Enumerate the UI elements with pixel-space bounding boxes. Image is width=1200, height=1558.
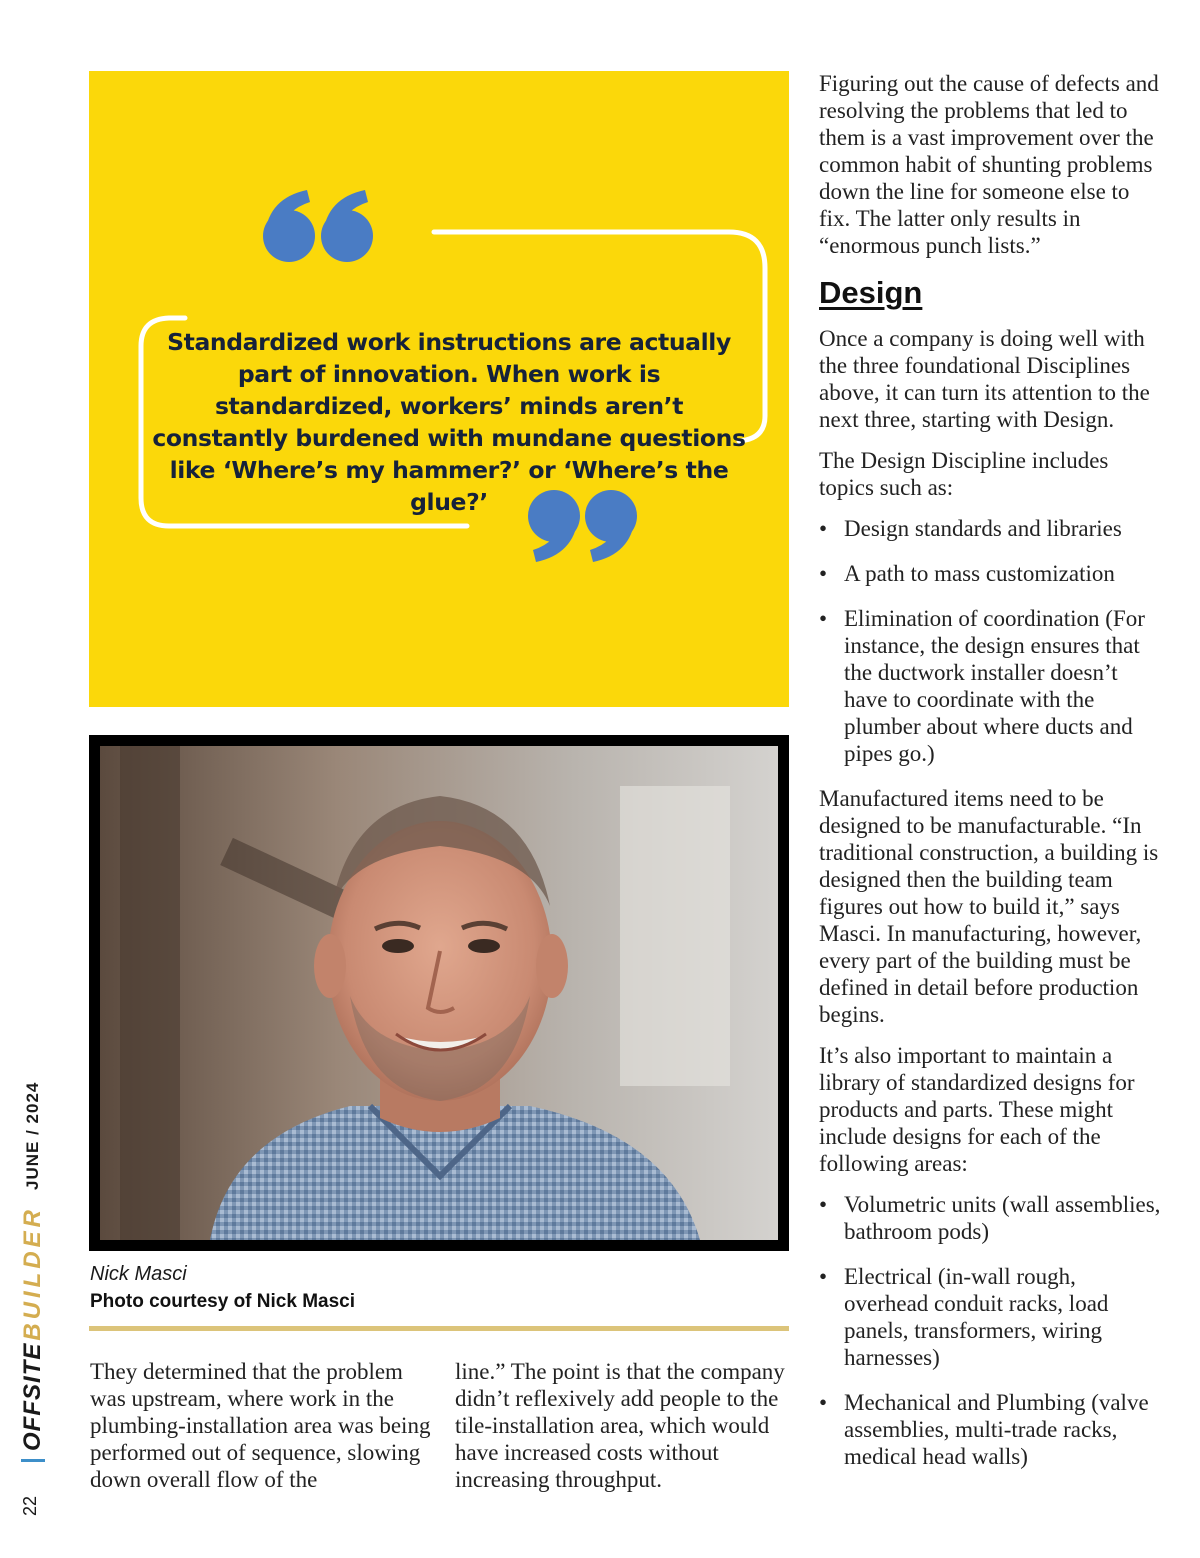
list-item: • A path to mass customization bbox=[819, 561, 1115, 586]
bullet-icon: • bbox=[819, 1390, 828, 1415]
issue-date: JUNE / 2024 bbox=[23, 1081, 42, 1190]
design-topics-list bbox=[819, 515, 1164, 767]
body-text-left-column: They determined that the problem was upstream, where work in the plumbing-installation area was being performed out of sequence, slowing down overall flow of the bbox=[90, 1359, 431, 1492]
brand-logo-builder: BUILDER bbox=[19, 1205, 46, 1341]
paragraph-design-4: It’s also important to maintain a library of standardized designs for products and parts. These might include designs for each of the following areas: bbox=[819, 1043, 1135, 1176]
pull-quote-box bbox=[89, 71, 789, 707]
portrait-image bbox=[100, 746, 778, 1240]
paragraph-intro: Figuring out the cause of defects and resolving the problems that led to them is a vast improvement over the common habit of shunting problems down the line for someone else to fix. The latter only results in “enormous punch lists.” bbox=[819, 71, 1159, 258]
body-text-right-column bbox=[819, 70, 1164, 1488]
divider bbox=[89, 1326, 789, 1331]
brand-logo-offsite: OFFSITE bbox=[19, 1342, 46, 1451]
paragraph-design-2: The Design Discipline includes topics such as: bbox=[819, 448, 1109, 500]
photo-caption-name: Nick Masci bbox=[90, 1263, 187, 1285]
bullet-icon: • bbox=[819, 516, 828, 541]
photo-caption-credit: Photo courtesy of Nick Masci bbox=[90, 1291, 356, 1312]
body-text-middle-column: line.” The point is that the company didn’t reflexively add people to the tile-installation area, which would have increased costs without increasing throughput. bbox=[455, 1359, 785, 1492]
design-areas-list bbox=[819, 1191, 1164, 1470]
section-heading-design: Design bbox=[819, 275, 923, 310]
magazine-sidebar bbox=[16, 1082, 50, 1462]
list-item: • Electrical (in-wall rough, overhead conduit racks, load panels, transformers, wiring harnesses) bbox=[819, 1264, 1109, 1370]
portrait-photo bbox=[89, 735, 789, 1251]
pull-quote-text: Standardized work instructions are actually part of innovation. When work is standardized, workers’ minds aren’t constantly burdened with mundane questions like ‘Where’s my hammer?’ or ‘Where’s the glue?’ bbox=[152, 328, 746, 516]
bullet-icon: • bbox=[819, 561, 828, 586]
paragraph-design-3: Manufactured items need to be designed to be manufacturable. “In traditional construction, a building is designed then the building team figures out how to build it,” says Masci. In manufacturing, however, every part of the building must be defined in detail before production begins. bbox=[819, 786, 1159, 1027]
bullet-icon: • bbox=[819, 1192, 828, 1217]
bullet-icon: • bbox=[819, 606, 828, 631]
sidebar-accent-bar bbox=[21, 1459, 45, 1462]
list-item: • Mechanical and Plumbing (valve assemblies, multi-trade racks, medical head walls) bbox=[819, 1390, 1149, 1469]
list-item: • Design standards and libraries bbox=[819, 516, 1122, 541]
paragraph-design-1: Once a company is doing well with the three foundational Disciplines above, it can turn its attention to the next three, starting with Design. bbox=[819, 326, 1150, 432]
list-item: • Volumetric units (wall assemblies, bathroom pods) bbox=[819, 1192, 1161, 1244]
bullet-icon: • bbox=[819, 1264, 828, 1289]
list-item: • Elimination of coordination (For instance, the design ensures that the ductwork installer doesn’t have to coordinate with the plumber about where ducts and pipes go.) bbox=[819, 606, 1145, 766]
open-quote-icon bbox=[263, 190, 373, 262]
